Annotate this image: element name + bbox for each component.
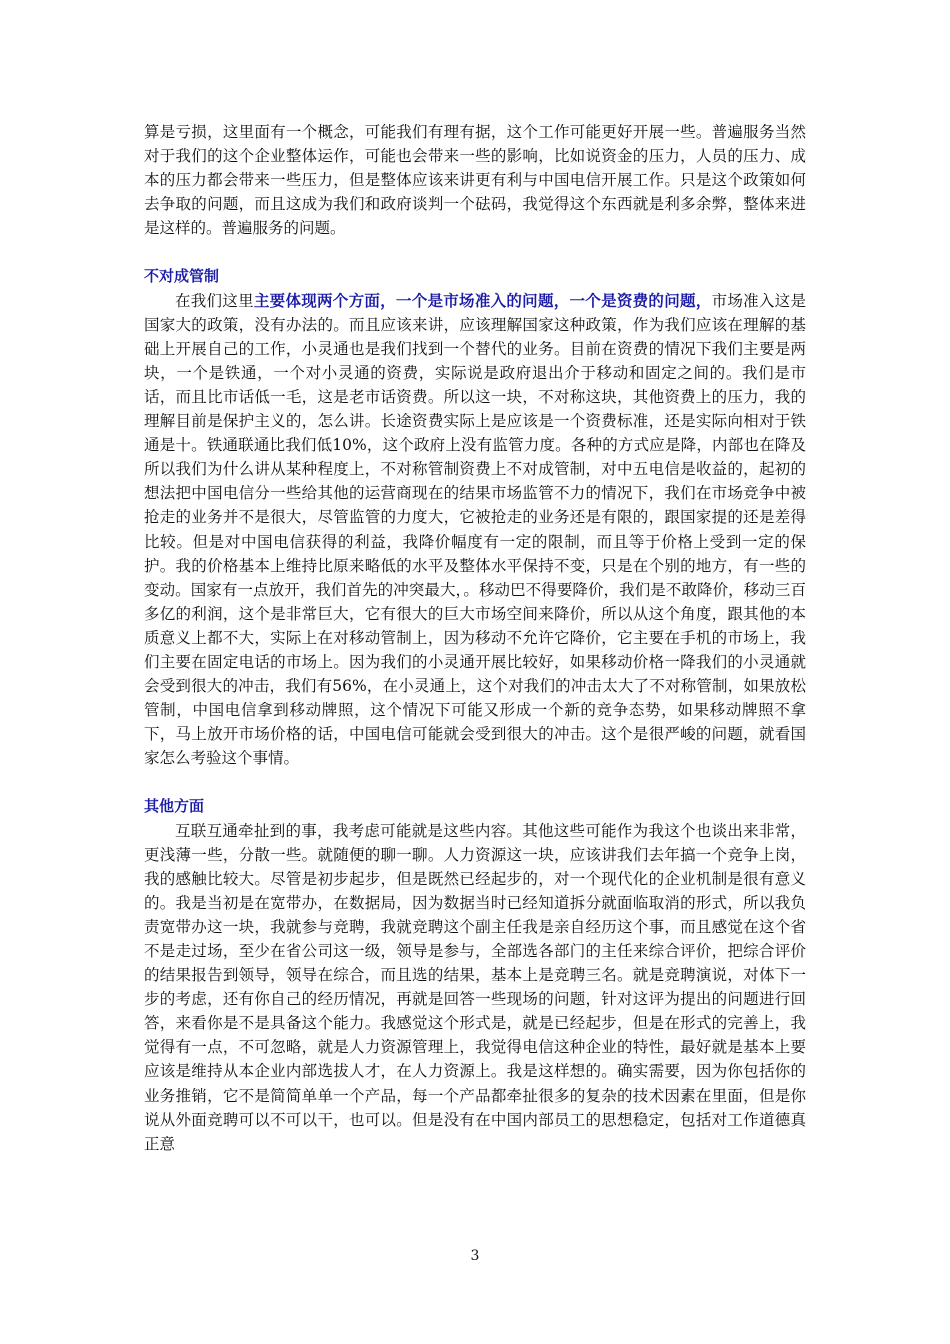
paragraph-gap (144, 240, 806, 264)
section-heading-other-aspects: 其他方面 (144, 797, 205, 816)
paragraph-intro-text: 在我们这里 (175, 291, 254, 310)
emphasized-text: 主要体现两个方面，一个是市场准入的问题，一个是资费的问题， (253, 290, 712, 310)
section-heading-asymmetric-regulation: 不对成管制 (144, 267, 220, 286)
paragraph-gap (144, 770, 806, 794)
page-number: 3 (470, 1248, 480, 1264)
paragraph-asymmetric-regulation (144, 289, 806, 771)
paragraph-other-aspects: 互联互通牵扯到的事，我考虑可能就是这些内容。其他这些可能作为我这个也谈出来非常，更浅薄一些，分散一些。就随便的聊一聊。人力资源这一块，应该讲我们去年搞一个竞争上岗，我的感触比较大。尽管是初步起步，但是既然已经起步的，对一个现代化的企业机制是很有意义的。我是当初是在宽带办，在数据局，因为数据当时已经知道拆分就面临取消的形式，所以我负责宽带办这一块，我就参与竞聘，我就竞聘这个副主任我是亲自经历这个事，而且感觉在这个省不是走过场，至少在省公司这一级，领导是参与，全部选各部门的主任来综合评价，把综合评价的结果报告到领导，领导在综合，而且选的结果，基本上是竞聘三名。就是竞聘演说，对体下一步的考虑，还有你自己的经历情况，再就是回答一些现场的问题，针对这评为提出的问题进行回答，来看你是不是具备这个能力。我感觉这个形式是，就是已经起步，但是在形式的完善上，我觉得有一点，不可忽略，就是人力资源管理上，我觉得电信这种企业的特性，最好就是基本上要应该是维持从本企业内部选拔人才，在人力资源上。我是这样想的。确实需要，因为你包括你的业务推销，它不是简简单单一个产品，每一个产品都牵扯很多的复杂的技术因素在里面，但是你说从外面竞聘可以不可以干，也可以。但是没有在中国内部员工的思想稳定，包括对工作道德真正意 (144, 821, 806, 1153)
paragraph-universal-service: 算是亏损，这里面有一个概念，可能我们有理有据，这个工作可能更好开展一些。普遍服务当然对于我们的这个企业整体运作，可能也会带来一些的影响，比如说资金的压力，人员的压力、成本的压力都会带来一些压力，但是整体应该来讲更有利与中国电信开展工作。只是这个政策如何去争取的问题，而且这成为我们和政府谈判一个砝码，我觉得这个东西就是利多余弊，整体来进是这样的。普遍服务的问题。 (144, 123, 806, 238)
paragraph-body-text: 市场准入这是国家大的政策，没有办法的。而且应该来讲，应该理解国家这种政策，作为我们应该在理解的基础上开展自己的工作，小灵通也是我们找到一个替代的业务。目前在资费的情况下我们主要是两块，一个是铁通，一个对小灵通的资费，实际说是政府退出介于移动和固定之间的。我们是市话，而且比市话低一毛，这是老市话资费。所以这一块，不对称这块，其他资费上的压力，我的理解目前是保护主义的，怎么讲。长途资费实际上是应该是一个资费标准，还是实际向相对于铁通是十。铁通联通比我们低10%，这个政府上没有监管力度。各种的方式应是降，内部也在降及所以我们为什么讲从某种程度上，不对称管制资费上不对成管制，对中五电信是收益的，起初的想法把中国电信分一些给其他的运营商现在的结果市场监管不力的情况下，我们在市场竞争中被抢走的业务并不是很大，尽管监管的力度大，它被抢走的业务还是有限的，跟国家提的还是差得比较。但是对中国电信获得的利益，我降价幅度有一定的限制，而且等于价格上受到一定的保护。我的价格基本上维持比原来略低的水平及整体水平保持不变，只是在个别的地方，有一些的变动。国家有一点放开，我们首先的冲突最大，。移动巴不得要降价，我们是不敢降价，移动三百多亿的利润，这个是非常巨大，它有很大的巨大市场空间来降价，所以从这个角度，跟其他的本质意义上都不大，实际上在对移动管制上，因为移动不允许它降价，它主要在手机的市场上，我们主要在固定电话的市场上。因为我们的小灵通开展比较好，如果移动价格一降我们的小灵通就会受到很大的冲击，我们有56%，在小灵通上，这个对我们的冲击太大了不对称管制，如果放松管制，中国电信拿到移动牌照，这个情况下可能又形成一个新的竞争态势，如果移动牌照不拿下，马上放开市场价格的话，中国电信可能就会受到很大的冲击。这个是很严峻的问题，就看国家怎么考验这个事情。 (144, 291, 806, 768)
document-body (144, 120, 806, 1156)
